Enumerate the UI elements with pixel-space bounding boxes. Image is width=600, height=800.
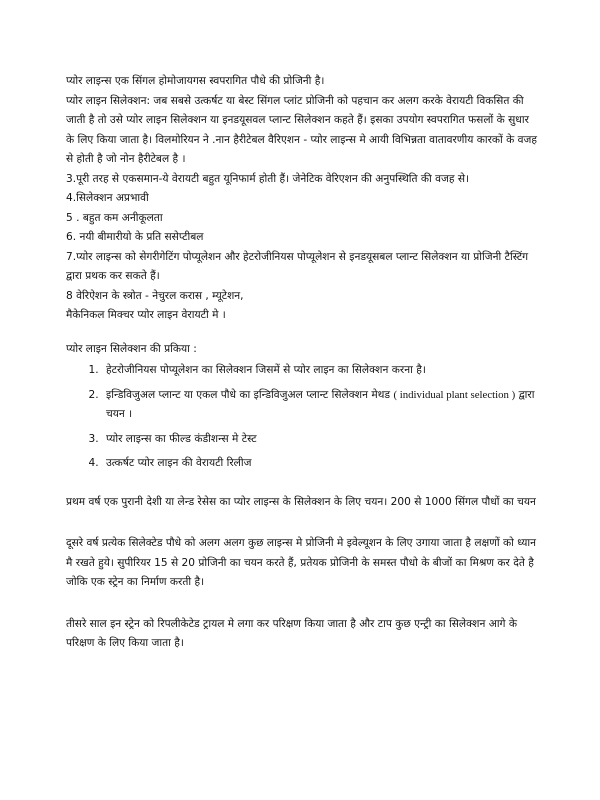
point-7: 7.प्योर लाइन्स को सेगरीगेटिंग पोप्यूलेशन और हेटरोजीनियस पोप्यूलेशन से इनडयूसबल प्लान्ट सिलेक्शन या प्रोजिनी टैस्टिंग द्वारा प्रथक कर सकते हैं। xyxy=(66,250,529,282)
point-4: 4.सिलेक्शन अप्रभावी xyxy=(66,192,149,204)
process-steps-list xyxy=(66,361,538,474)
point-3: 3.पूरी तरह से एकसमान-ये वेरायटी बहुत यूनिफार्म होती हैं। जेनेटिक वेरिएशन की अनुपस्थिति की वजह से। xyxy=(66,172,470,185)
intro-paragraph: प्योर लाइन्स एक सिंगल होमोजायगस स्वपरागित पौधे की प्रोजिनी है। xyxy=(66,75,325,87)
point-5: 5 . बहुत कम अनीकूलता xyxy=(66,211,163,224)
year-2-paragraph: दूसरे वर्ष प्रत्येक सिलेक्टेड पौधे को अलग अलग कुछ लाइन्स मे प्रोजिनी मे इवेल्यूशन के लिए उगाया जाता है लक्षणों को ध्यान मै रखते हुये। सुपीरियर 15 से 20 प्रोजिनी का चयन करते हैं, प्रतेयक प्रोजिनी के समस्त पौधो के बीजों का मिश्रण कर देते है जोकि एक स्ट्रेन का निर्माण करती है। xyxy=(66,537,536,588)
point-8-line-1: 8 वेरिऐशन के स्त्रोत - नेचुरल करास , म्यूटेशन, xyxy=(66,289,244,302)
selection-definition-paragraph: प्योर लाइन सिलेक्शन: जब सबसे उत्कर्षट या बेस्ट सिंगल प्लांट प्रोजिनी को पहचान कर अलग करके वेरायटी विकसित की जाती है तो उसे प्योर लाइन सिलेक्शन या इनडयूसवल प्लान्ट सिलेक्शन कहते हैं। इसका उपयोग स्वपरागित फसलों के सुधार के लिए किया जाता है। विलमोरियन ने .नान हैरीटेबल वैरिएशन - प्योर लाइन्स मे आयी विभिन्नता वातावरणीय कारकों के वजह से होती है जो नोन हैरीटेबल है । xyxy=(66,94,538,165)
point-8-line-2: मैकेनिकल मिक्चर प्योर लाइन वेरायटी मे । xyxy=(66,309,226,321)
process-step: 3. प्योर लाइन्स का फील्ड कंडीशन्स मे टेस्ट xyxy=(102,430,538,450)
step-2-latin: ( individual plant selection ) xyxy=(393,388,516,401)
year-3-paragraph: तीसरे साल इन स्ट्रेन को रिपलीकेटेड ट्रायल मे लगा कर परिक्षण किया जाता है और टाप कुछ एन्ट्री का सिलेक्शन आगे के परिक्षण के लिए किया जाता है। xyxy=(66,617,518,649)
process-heading: प्योर लाइन सिलेक्शन की प्रकिया : xyxy=(66,342,197,355)
year-1-paragraph: प्रथम वर्ष एक पुरानी देशी या लेन्ड रेसेस का प्योर लाइन्स के सिलेक्शन के लिए चयन। 200 से 1000 सिंगल पौधों का चयन xyxy=(66,495,536,508)
point-6: 6. नयी बीमारीयो के प्रति ससेप्टीबल xyxy=(66,231,204,243)
process-step: 4. उत्कर्षट प्योर लाइन की वेरायटी रिलीज xyxy=(102,454,538,474)
process-step: 1. हेटरोजीनियस पोप्यूलेशन का सिलेक्शन जिसमें से प्योर लाइन का सिलेक्शन करना है। xyxy=(102,361,538,381)
process-step: 2. इन्डिविजुअल प्लान्ट या एकल पौधे का इन्डिविजुअल प्लान्ट सिलेक्शन मेथड ( individual plant selection ) द्वारा चयन । xyxy=(102,386,538,425)
